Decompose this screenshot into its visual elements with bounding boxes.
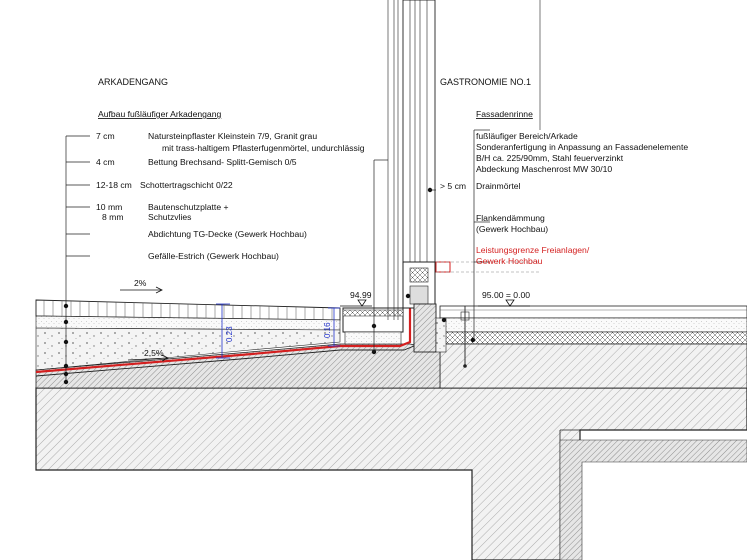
flank-note-1: Flankendämmung — [476, 213, 545, 223]
heading-gastronomie: GASTRONOMIE NO.1 — [440, 77, 532, 87]
layer-2-line-1: Bettung Brechsand- Splitt-Gemisch 0/5 — [148, 157, 297, 167]
layer-5-line-1: Schutzvlies — [148, 212, 192, 222]
layer-1-thickness: 7 cm — [96, 131, 115, 141]
drain-prefix: > 5 cm — [440, 181, 467, 191]
layer-3-line-1: Schottertragschicht 0/22 — [140, 180, 233, 190]
wall-insulation — [560, 440, 747, 560]
layer-2-thickness: 4 cm — [96, 157, 115, 167]
layer-4-line-1: Bautenschutzplatte + — [148, 202, 229, 212]
rinne-note-1: fußläufiger Bereich/Arkade — [476, 131, 578, 141]
layer-1-line-1: Natursteinpflaster Kleinstein 7/9, Granit grau — [148, 131, 318, 141]
layer-6-line-1: Abdichtung TG-Decke (Gewerk Hochbau) — [148, 229, 307, 239]
layer-5-thickness: 8 mm — [102, 212, 124, 222]
heading-aufbau: Aufbau fußläufiger Arkadengang — [98, 109, 222, 119]
concrete-slab — [36, 388, 747, 560]
rinne-note-4: Abdeckung Maschenrost MW 30/10 — [476, 164, 613, 174]
boundary-note-2: Gewerk Hochbau — [476, 256, 543, 266]
slope-bottom-label: 2.5% — [144, 348, 164, 358]
flank-note-2: (Gewerk Hochbau) — [476, 224, 549, 234]
drain-label: Drainmörtel — [476, 181, 521, 191]
heading-arkadengang: ARKADENGANG — [98, 77, 169, 87]
dimension-b-label: 0.16 — [323, 322, 332, 338]
layer-4-thickness: 10 mm — [96, 202, 123, 212]
level-left-label: 94.99 — [350, 290, 372, 300]
layer-7-line-1: Gefälle-Estrich (Gewerk Hochbau) — [148, 251, 279, 261]
heading-fassadenrinne: Fassadenrinne — [476, 109, 533, 119]
layer-1-line-2: mit trass-haltigem Pflasterfugenmörtel, undurchlässig — [162, 143, 365, 153]
right-floor-buildup — [440, 306, 747, 388]
level-right-label: 95.00 = 0.00 — [482, 290, 531, 300]
slope-top-label: 2% — [134, 278, 147, 288]
dimension-a-label: 0.23 — [225, 326, 234, 342]
boundary-note-1: Leistungsgrenze Freianlagen/ — [476, 245, 590, 255]
layer-3-thickness: 12-18 cm — [96, 180, 132, 190]
rinne-note-2: Sonderanfertigung in Anpassung an Fassadenelemente — [476, 142, 689, 152]
rinne-note-3: B/H ca. 225/90mm, Stahl feuerverzinkt — [476, 153, 624, 163]
